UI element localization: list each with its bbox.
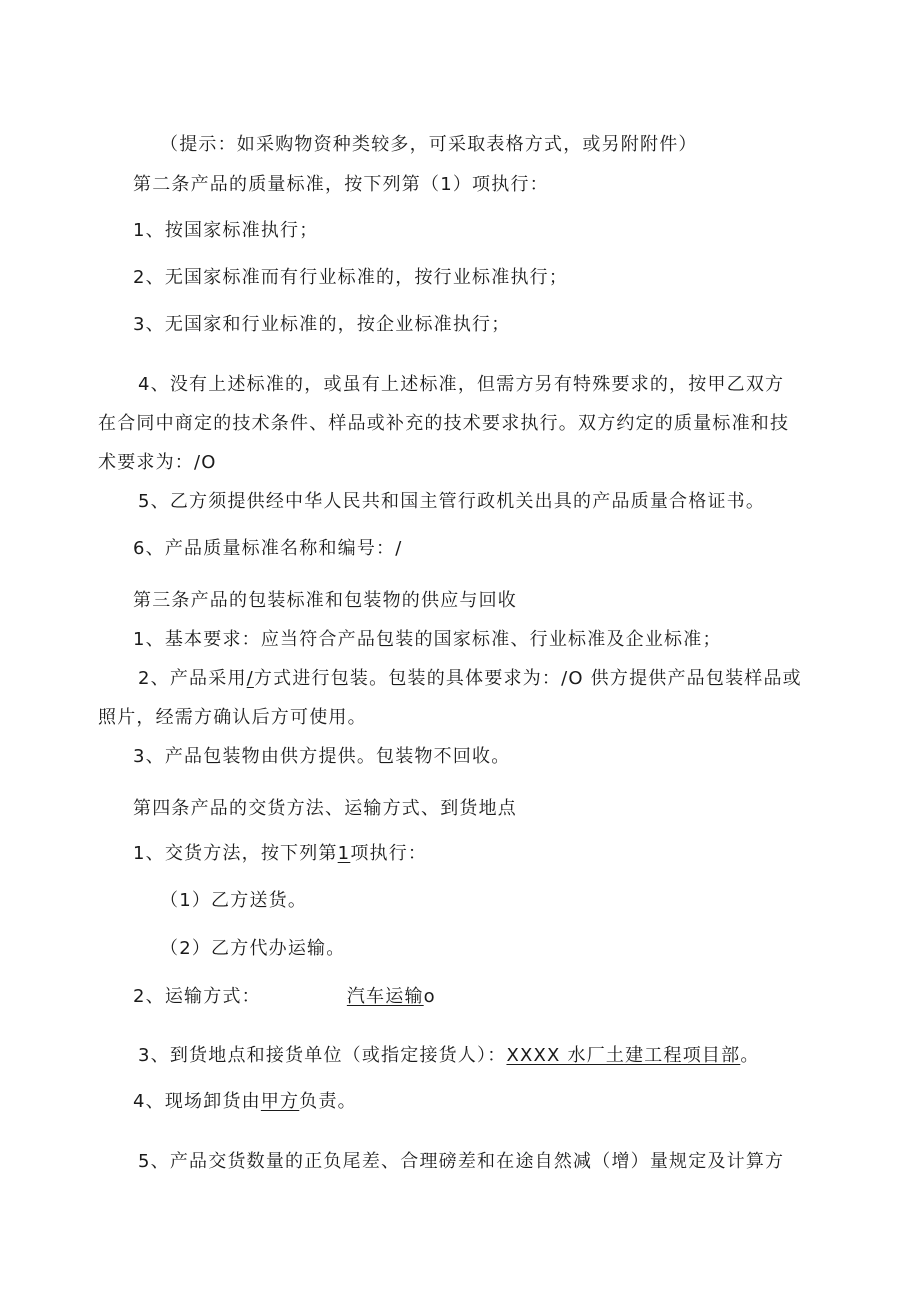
unloading-party: 甲方	[260, 1091, 300, 1112]
article-2-item-3: 3、无国家和行业标准的，按企业标准执行；	[133, 314, 511, 335]
article-2-item-4-line-3: 术要求为：/O	[98, 452, 217, 473]
article-4-item-4	[133, 1090, 357, 1114]
unloading-suffix: 负责。	[299, 1091, 357, 1112]
article-2-item-4-line-1: 4、没有上述标准的，或虽有上述标准，但需方另有特殊要求的，按甲乙双方	[138, 374, 785, 395]
article-2-item-2: 2、无国家标准而有行业标准的，按行业标准执行；	[133, 267, 569, 288]
transport-method-end: o	[423, 986, 436, 1007]
delivery-location-end: 。	[740, 1045, 760, 1066]
article-3-item-2-line-2: 照片，经需方确认后方可使用。	[98, 707, 367, 728]
delivery-option-1: （1）乙方送货。	[160, 890, 308, 911]
article-2-item-5: 5、乙方须提供经中华人民共和国主管行政机关出具的产品质量合格证书。	[138, 491, 766, 512]
article-2-item-6: 6、产品质量标准名称和编号：/	[133, 538, 403, 559]
delivery-location-label: 3、到货地点和接货单位（或指定接货人）：	[138, 1045, 507, 1066]
article-4-heading: 第四条产品的交货方法、运输方式、到货地点	[133, 798, 517, 819]
transport-method-value: 汽车运输	[346, 986, 424, 1007]
article-3-heading: 第三条产品的包装标准和包装物的供应与回收	[133, 590, 517, 611]
article-3-item-2-line-1	[138, 667, 802, 691]
article-3-item-2-prefix: 2、产品采用	[138, 668, 247, 689]
delivery-location-value: XXXX 水厂土建工程项目部	[506, 1045, 741, 1066]
article-3-item-3: 3、产品包装物由供方提供。包装物不回收。	[133, 746, 511, 767]
article-4-item-5-line-1: 5、产品交货数量的正负尾差、合理磅差和在途自然减（增）量规定及计算方	[138, 1151, 785, 1172]
delivery-method-blank: 1	[337, 843, 351, 864]
hint-text: （提示：如采购物资种类较多，可采取表格方式，或另附附件）	[160, 134, 698, 155]
article-4-item-3	[138, 1044, 760, 1068]
article-3-item-2-suffix: 方式进行包装。包装的具体要求为：/O 供方提供产品包装样品或	[253, 668, 802, 689]
transport-method-label: 2、运输方式：	[133, 986, 261, 1007]
article-3-item-1: 1、基本要求：应当符合产品包装的国家标准、行业标准及企业标准；	[133, 629, 722, 650]
article-4-item-1	[133, 842, 427, 866]
article-2-item-4-line-2: 在合同中商定的技术条件、样品或补充的技术要求执行。双方约定的质量标准和技	[98, 413, 790, 434]
article-2-heading: 第二条产品的质量标准，按下列第（1）项执行：	[133, 174, 549, 195]
article-4-item-1-prefix: 1、交货方法，按下列第	[133, 843, 338, 864]
article-4-item-2	[133, 985, 436, 1009]
article-2-item-1: 1、按国家标准执行；	[133, 220, 319, 241]
delivery-option-2: （2）乙方代办运输。	[160, 938, 346, 959]
article-4-item-1-suffix: 项执行：	[350, 843, 428, 864]
unloading-prefix: 4、现场卸货由	[133, 1091, 261, 1112]
packaging-method-blank: /	[246, 668, 254, 689]
